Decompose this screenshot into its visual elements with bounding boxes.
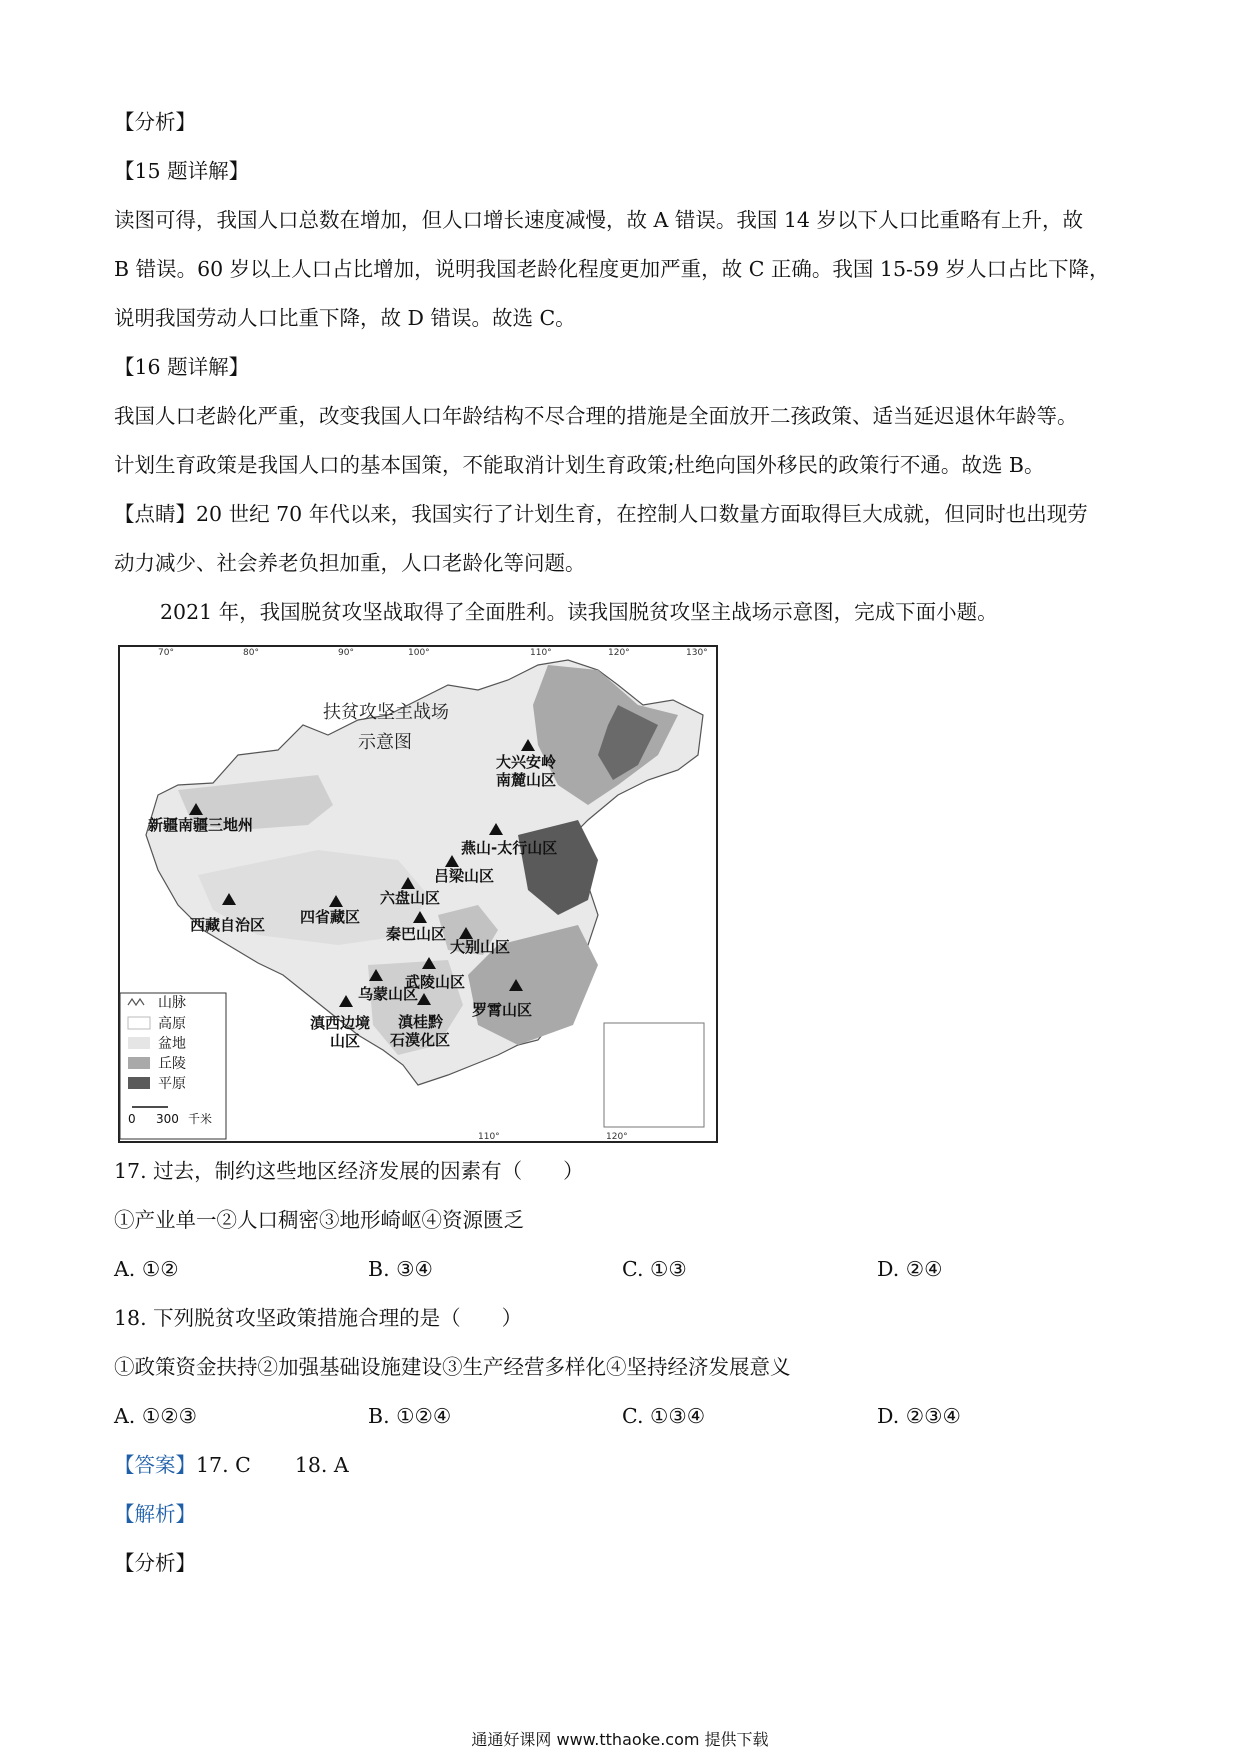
q15-line-3: 说明我国劳动人口比重下降，故 D 错误。故选 C。 xyxy=(114,306,576,330)
label-dianxi-bianjing: 滇西边境 xyxy=(310,1014,371,1032)
lon-label: 120° xyxy=(606,1132,628,1142)
q16-line-2: 计划生育政策是我国人口的基本国策，不能取消计划生育政策;杜绝向国外移民的政策行不通。故选 B。 xyxy=(114,453,1045,477)
lon-label: 110° xyxy=(478,1132,500,1142)
q15-heading: 【15 题详解】 xyxy=(114,159,250,183)
map-title-line2: 示意图 xyxy=(358,732,412,753)
label-sisheng-zangqu: 四省藏区 xyxy=(300,908,361,926)
pointing-line-1: 【点睛】20 世纪 70 年代以来，我国实行了计划生育，在控制人口数量方面取得巨大成就，但同时也出现劳 xyxy=(114,502,1088,526)
label-yanshan-taihang: 燕山-太行山区 xyxy=(461,839,558,857)
label-liupan: 六盘山区 xyxy=(380,889,441,907)
map-title-line1: 扶贫攻坚主战场 xyxy=(323,702,449,723)
q18-option-d: D. ②③④ xyxy=(877,1404,961,1428)
label-wuling: 武陵山区 xyxy=(405,973,466,991)
label-xinjiang-nanjiang: 新疆南疆三地州 xyxy=(148,816,254,834)
label-dabie: 大别山区 xyxy=(450,938,511,956)
lon-label: 90° xyxy=(338,648,354,658)
answer-17: 17. C xyxy=(196,1453,251,1477)
lon-label: 70° xyxy=(158,648,174,658)
q15-line-1: 读图可得，我国人口总数在增加，但人口增长速度减慢，故 A 错误。我国 14 岁以下人口比重略有上升，故 xyxy=(114,208,1083,232)
analysis2-heading: 【分析】 xyxy=(114,1551,196,1575)
q18-stem: 18. 下列脱贫攻坚政策措施合理的是（ ） xyxy=(114,1306,523,1330)
q17-option-d: D. ②④ xyxy=(877,1257,943,1281)
q16-heading: 【16 题详解】 xyxy=(114,355,250,379)
q18-option-a: A. ①②③ xyxy=(114,1404,197,1428)
legend-mountain: 山脉 xyxy=(158,995,186,1011)
plateau-legend-swatch xyxy=(128,1017,150,1029)
answer-label: 【答案】 xyxy=(114,1453,196,1477)
intro-text: 2021 年，我国脱贫攻坚战取得了全面胜利。读我国脱贫攻坚主战场示意图，完成下面小题。 xyxy=(160,600,998,624)
lon-label: 130° xyxy=(686,648,708,658)
label-nanlu-shanqu: 南麓山区 xyxy=(496,771,557,789)
lon-label: 110° xyxy=(530,648,552,658)
q17-stem: 17. 过去，制约这些地区经济发展的因素有（ ） xyxy=(114,1159,584,1183)
q18-items: ①政策资金扶持②加强基础设施建设③生产经营多样化④坚持经济发展意义 xyxy=(114,1355,791,1379)
label-luoxiao: 罗霄山区 xyxy=(472,1001,533,1019)
q18-option-c: C. ①③④ xyxy=(622,1404,706,1428)
answer-line xyxy=(114,1452,349,1478)
lon-label: 80° xyxy=(243,648,259,658)
plain-legend-swatch xyxy=(128,1077,150,1089)
lon-label: 100° xyxy=(408,648,430,658)
label-wumeng: 乌蒙山区 xyxy=(358,985,419,1003)
lon-label: 120° xyxy=(608,648,630,658)
analysis-label: 【解析】 xyxy=(114,1502,196,1526)
scale-zero: 0 xyxy=(128,1112,136,1126)
label-qinba: 秦巴山区 xyxy=(386,925,447,943)
scale-value: 300 xyxy=(156,1112,179,1126)
q16-line-1: 我国人口老龄化严重，改变我国人口年龄结构不尽合理的措施是全面放开二孩政策、适当延迟退休年龄等。 xyxy=(114,404,1078,428)
q18-option-b: B. ①②④ xyxy=(368,1404,452,1428)
poverty-map-figure xyxy=(118,645,718,1143)
label-shimohua: 石漠化区 xyxy=(390,1031,451,1049)
label-diangui-qian: 滇桂黔 xyxy=(398,1013,444,1031)
map-legend xyxy=(120,993,226,1139)
label-daxinganling: 大兴安岭 xyxy=(496,753,557,771)
pointing-line-2: 动力减少、社会养老负担加重，人口老龄化等问题。 xyxy=(114,551,586,575)
hill-legend-swatch xyxy=(128,1057,150,1069)
q17-option-c: C. ①③ xyxy=(622,1257,687,1281)
legend-plateau: 高原 xyxy=(158,1016,186,1032)
scale-unit: 千米 xyxy=(188,1112,213,1126)
q17-option-b: B. ③④ xyxy=(368,1257,433,1281)
page-footer: 通通好课网 www.tthaoke.com 提供下载 xyxy=(471,1730,769,1749)
legend-plain: 平原 xyxy=(158,1076,186,1092)
label-dianxi-shanqu: 山区 xyxy=(330,1032,361,1050)
q15-line-2: B 错误。60 岁以上人口占比增加，说明我国老龄化程度更加严重，故 C 正确。我国 15-59 岁人口占比下降， xyxy=(114,257,1110,281)
label-lvliang: 吕梁山区 xyxy=(434,867,495,885)
basin-legend-swatch xyxy=(128,1037,150,1049)
legend-hill: 丘陵 xyxy=(158,1056,186,1072)
q17-items: ①产业单一②人口稠密③地形崎岖④资源匮乏 xyxy=(114,1208,524,1232)
label-xizang: 西藏自治区 xyxy=(190,916,266,934)
q17-option-a: A. ①② xyxy=(114,1257,179,1281)
answer-18: 18. A xyxy=(294,1453,349,1477)
analysis-heading: 【分析】 xyxy=(114,110,196,134)
south-sea-inset xyxy=(604,1023,704,1127)
legend-basin: 盆地 xyxy=(158,1036,186,1052)
